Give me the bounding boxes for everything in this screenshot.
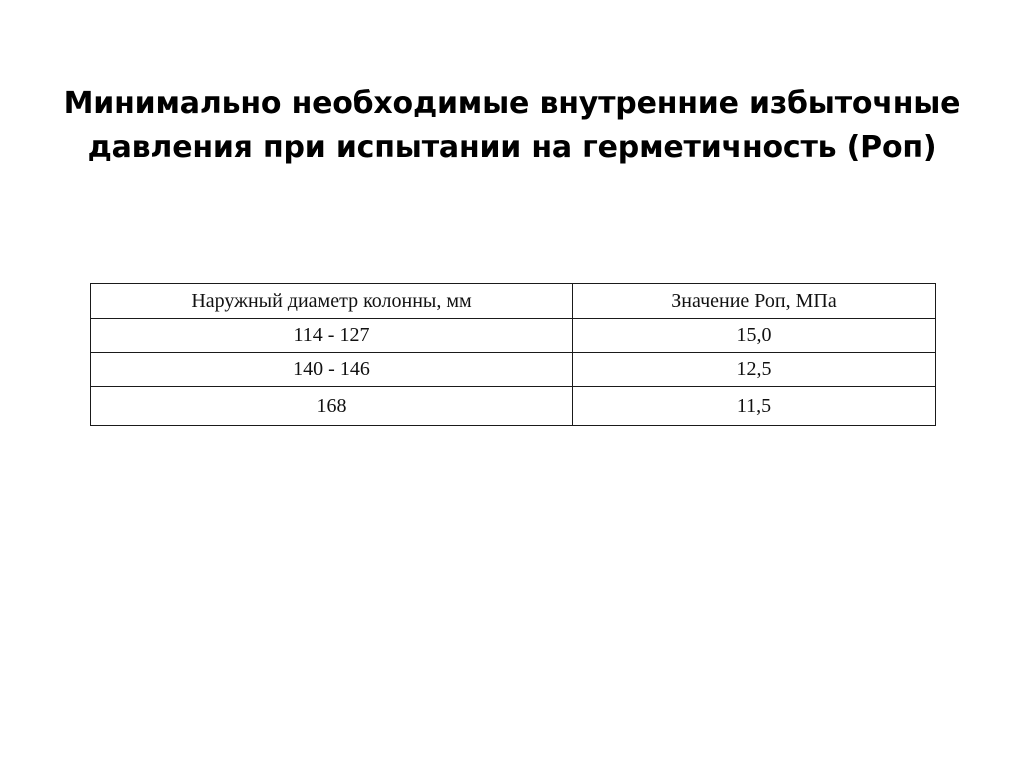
table-row <box>91 353 936 387</box>
column-header-pressure: Значение Роп, МПа <box>573 284 936 319</box>
pressure-table <box>90 283 936 426</box>
page-title <box>62 82 962 170</box>
cell-diameter: 140 - 146 <box>91 353 573 387</box>
cell-pressure: 12,5 <box>573 353 936 387</box>
table-row <box>91 319 936 353</box>
page-title-line-1: Минимально необходимые внутренние избыточные <box>63 86 961 121</box>
cell-diameter: 114 - 127 <box>91 319 573 353</box>
cell-pressure: 11,5 <box>573 387 936 426</box>
table-row <box>91 387 936 426</box>
cell-diameter: 168 <box>91 387 573 426</box>
cell-pressure: 15,0 <box>573 319 936 353</box>
column-header-diameter: Наружный диаметр колонны, мм <box>91 284 573 319</box>
table-header-row <box>91 284 936 319</box>
page-title-line-2: давления при испытании на герметичность (Роп) <box>87 130 937 165</box>
pressure-table-container <box>90 283 935 426</box>
